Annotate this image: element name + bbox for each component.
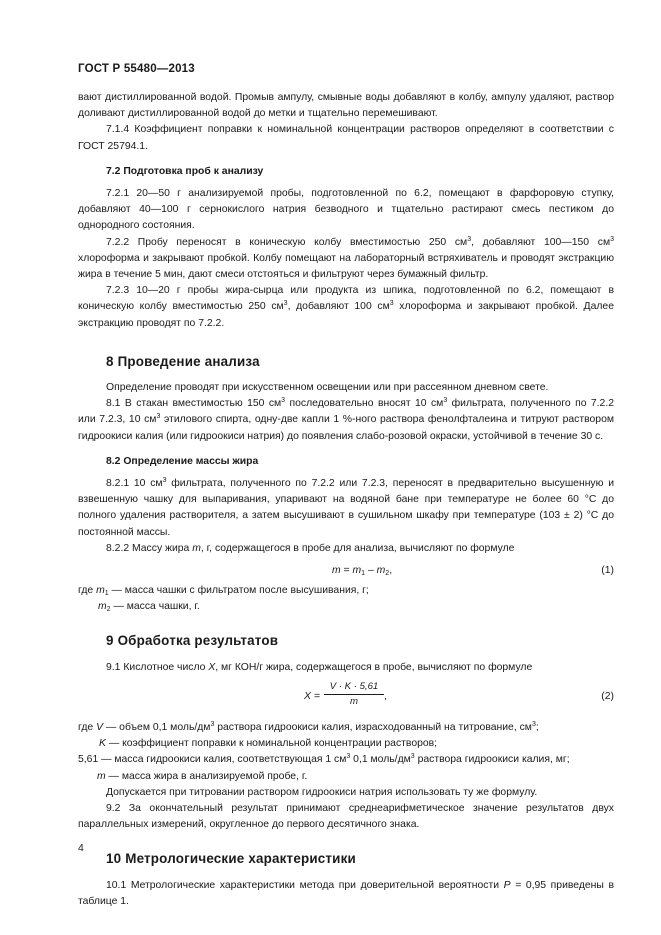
heading-7-2: 7.2 Подготовка проб к анализу — [106, 165, 264, 177]
heading-section-9: 9 Обработка результатов — [106, 633, 279, 649]
document-header: ГОСТ Р 55480—2013 — [78, 63, 195, 75]
formula-2-fraction — [324, 680, 384, 709]
heading-8-2: 8.2 Определение массы жира — [106, 455, 259, 467]
paragraph-7-2-3: 7.2.3 10—20 г пробы жира-сырца или продукта из шпика, подготовленной по 6.2, помещают в коническую колбу вместимостью 250 $см^3$, добавляют 100 $см^3$ хлороформа и закрывают пробкой. Далее экстракцию проводят по 7.2.2. — [78, 285, 614, 329]
paragraph-8-2-2: 8.2.2 Массу жира m, г, содержащегося в пробе для анализа, вычисляют по формуле — [106, 542, 515, 554]
formula-1-expression: $m = m_1 - m_2$, — [332, 565, 393, 578]
paragraph-continuation: вают дистиллированной водой. Промыв ампулу, смывные воды добавляют в колбу, ампулу удаляют, раствор доливают дистиллированной водой до метки и тщательно перемешивают. — [78, 92, 614, 120]
definition-v: где V — объем 0,1 моль/$дм^3$ раствора гидроокиси калия, израсходованный на титрование, $см^3$; — [78, 720, 539, 733]
paragraph-7-2-2: 7.2.2 Пробу переносят в коническую колбу вместимостью 250 $см^3$, добавляют 100—150 $см^3$ хлороформа и закрывают пробкой. Колбу помещают на лабораторный встряхиватель и проводят экстракцию жира в течение 5 мин, дают смеси отстояться и фильтруют через бумажный фильтр. — [78, 235, 614, 281]
formula-2-number: (2) — [601, 690, 614, 702]
heading-section-8: 8 Проведение анализа — [106, 353, 260, 369]
paragraph-7-2-1: 7.2.1 20—50 г анализируемой пробы, подготовленной по 6.2, помещают в фарфоровую ступку, добавляют 40—100 г сернокислого натрия безводного и тщательно растирают смесь пестиком до однородного состояния. — [78, 188, 614, 232]
formula-1-number: (1) — [601, 565, 614, 577]
definition-m2: $m_2$ — масса чашки, г. — [98, 601, 200, 614]
formula-2-denominator: m — [350, 695, 358, 707]
paragraph-9-1: 9.1 Кислотное число X, мг КОН/г жира, содержащегося в пробе, вычисляют по формуле — [106, 661, 533, 673]
paragraph-8-intro: Определение проводят при искусственном освещении или при рассеянном дневном свете. — [106, 382, 549, 394]
paragraph-8-2-1: 8.2.1 10 $см^3$ фильтрата, полученного по 7.2.2 или 7.2.3, переносят в предварительно высушенную и взвешенную чашку для выпаривания, упаривают на водяной бане при температуре не более 60 °С до полного удаления растворителя, а затем высушивают в сушильном шкафу при температуре (103 ± 2) °С до постоянной массы. — [78, 477, 614, 538]
definition-m: m — масса жира в анализируемой пробе, г. — [97, 770, 308, 782]
definition-k: K — коэффициент поправки к номинальной концентрации растворов; — [99, 738, 438, 750]
formula-2: X = $\frac{V \cdot K \cdot 5,61}{m}$ , (2) — [304, 680, 614, 707]
paragraph-naoh: Допускается при титровании раствором гидроокиси натрия использовать ту же формулу. — [106, 786, 538, 798]
heading-section-10: 10 Метрологические характеристики — [106, 851, 356, 867]
paragraph-8-1: 8.1 В стакан вместимостью 150 $см^3$ последовательно вносят 10 $см^3$ фильтрата, полученного по 7.2.2 или 7.2.3, 10 $см^3$ этилового спирта, одну-две капли 1 %-ного раствора фенолфталеина и титруют раствором гидроокиси калия (или гидроокиси натрия) до появления слабо-розовой окраски, устойчивой в течение 30 с. — [78, 397, 615, 442]
paragraph-7-1-4: 7.1.4 Коэффициент поправки к номинальной концентрации растворов определяют в соответствии с ГОСТ 25794.1. — [78, 124, 614, 152]
definition-m1: где $m_1$ — масса чашки с фильтратом после высушивания, г; — [78, 585, 369, 598]
page-number: 4 — [78, 843, 84, 854]
paragraph-10-1: 10.1 Метрологические характеристики метода при доверительной вероятности P = 0,95 приведены в таблице 1. — [78, 879, 614, 907]
definition-5-61: 5,61 — масса гидроокиси калия, соответствующая 1 $см^3$ 0,1 моль/$дм^3$ раствора гидроокиси калия, мг; — [78, 753, 570, 766]
paragraph-9-2: 9.2 За окончательный результат принимают среднеарифметическое значение результатов двух параллельных измерений, округленное до первого десятичного знака. — [78, 802, 614, 831]
document-body — [78, 90, 614, 910]
formula-2-lhs: X = — [304, 690, 320, 702]
formula-1 — [78, 563, 614, 581]
formula-2-numerator: V · K · 5,61 — [324, 680, 384, 695]
